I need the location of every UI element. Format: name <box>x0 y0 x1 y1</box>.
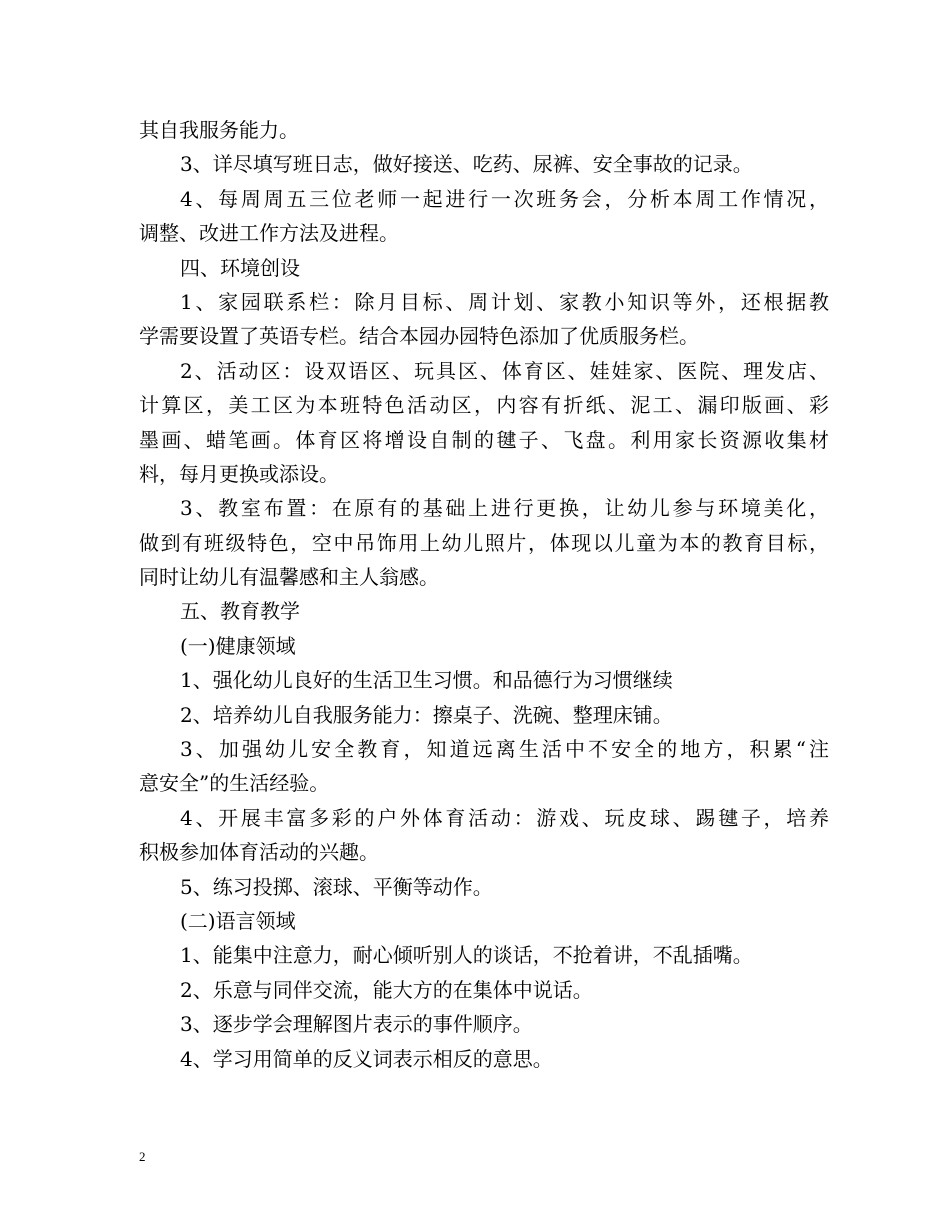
text-line: 料，每月更换或添设。 <box>139 461 339 486</box>
text-line: 1、强化幼儿良好的生活卫生习惯。和品德行为习惯继续 <box>180 668 673 693</box>
text-line: 积极参加体育活动的兴趣。 <box>139 840 379 865</box>
text-line: 5、练习投掷、滚球、平衡等动作。 <box>180 874 493 899</box>
page-number: 2 <box>139 1149 146 1164</box>
text-line: 1、能集中注意力，耐心倾听别人的谈话，不抢着讲，不乱插嘴。 <box>180 943 753 968</box>
text-line: 3、详尽填写班日志，做好接送、吃药、尿裤、安全事故的记录。 <box>180 152 753 177</box>
text-line: 4、每周周五三位老师一起进行一次班务会，分析本周工作情况， <box>180 186 829 211</box>
text-line: 同时让幼儿有温馨感和主人翁感。 <box>139 565 439 590</box>
text-line: 调整、改进工作方法及进程。 <box>139 221 399 246</box>
text-line: 4、学习用简单的反义词表示相反的意思。 <box>180 1046 553 1071</box>
text-line: 墨画、蜡笔画。体育区将增设自制的毽子、飞盘。利用家长资源收集材 <box>139 427 829 452</box>
text-line: 4、开展丰富多彩的户外体育活动：游戏、玩皮球、踢毽子，培养 <box>180 805 829 830</box>
text-line: 2、活动区：设双语区、玩具区、体育区、娃娃家、医院、理发店、 <box>180 358 829 383</box>
text-line: 3、加强幼儿安全教育，知道远离生活中不安全的地方，积累“注 <box>180 737 829 762</box>
text-line: (一)健康领域 <box>180 633 296 658</box>
text-line: 做到有班级特色，空中吊饰用上幼儿照片，体现以儿童为本的教育目标， <box>139 530 829 555</box>
text-line: 计算区，美工区为本班特色活动区，内容有折纸、泥工、漏印版画、彩 <box>139 393 829 418</box>
text-line: 3、逐步学会理解图片表示的事件顺序。 <box>180 1012 533 1037</box>
text-line: 五、教育教学 <box>180 599 300 624</box>
text-line: 1、家园联系栏：除月目标、周计划、家教小知识等外，还根据教 <box>180 289 829 314</box>
text-line: 2、乐意与同伴交流，能大方的在集体中说话。 <box>180 977 593 1002</box>
text-line: 意安全”的生活经验。 <box>139 771 330 796</box>
text-line: 四、环境创设 <box>180 255 300 280</box>
text-line: (二)语言领域 <box>180 908 296 933</box>
text-line: 2、培养幼儿自我服务能力：擦桌子、洗碗、整理床铺。 <box>180 702 673 727</box>
document-body <box>139 113 829 1076</box>
text-line: 3、教室布置：在原有的基础上进行更换，让幼儿参与环境美化， <box>180 496 829 521</box>
text-line: 其自我服务能力。 <box>139 118 299 142</box>
text-line: 学需要设置了英语专栏。结合本园办园特色添加了优质服务栏。 <box>139 324 699 349</box>
